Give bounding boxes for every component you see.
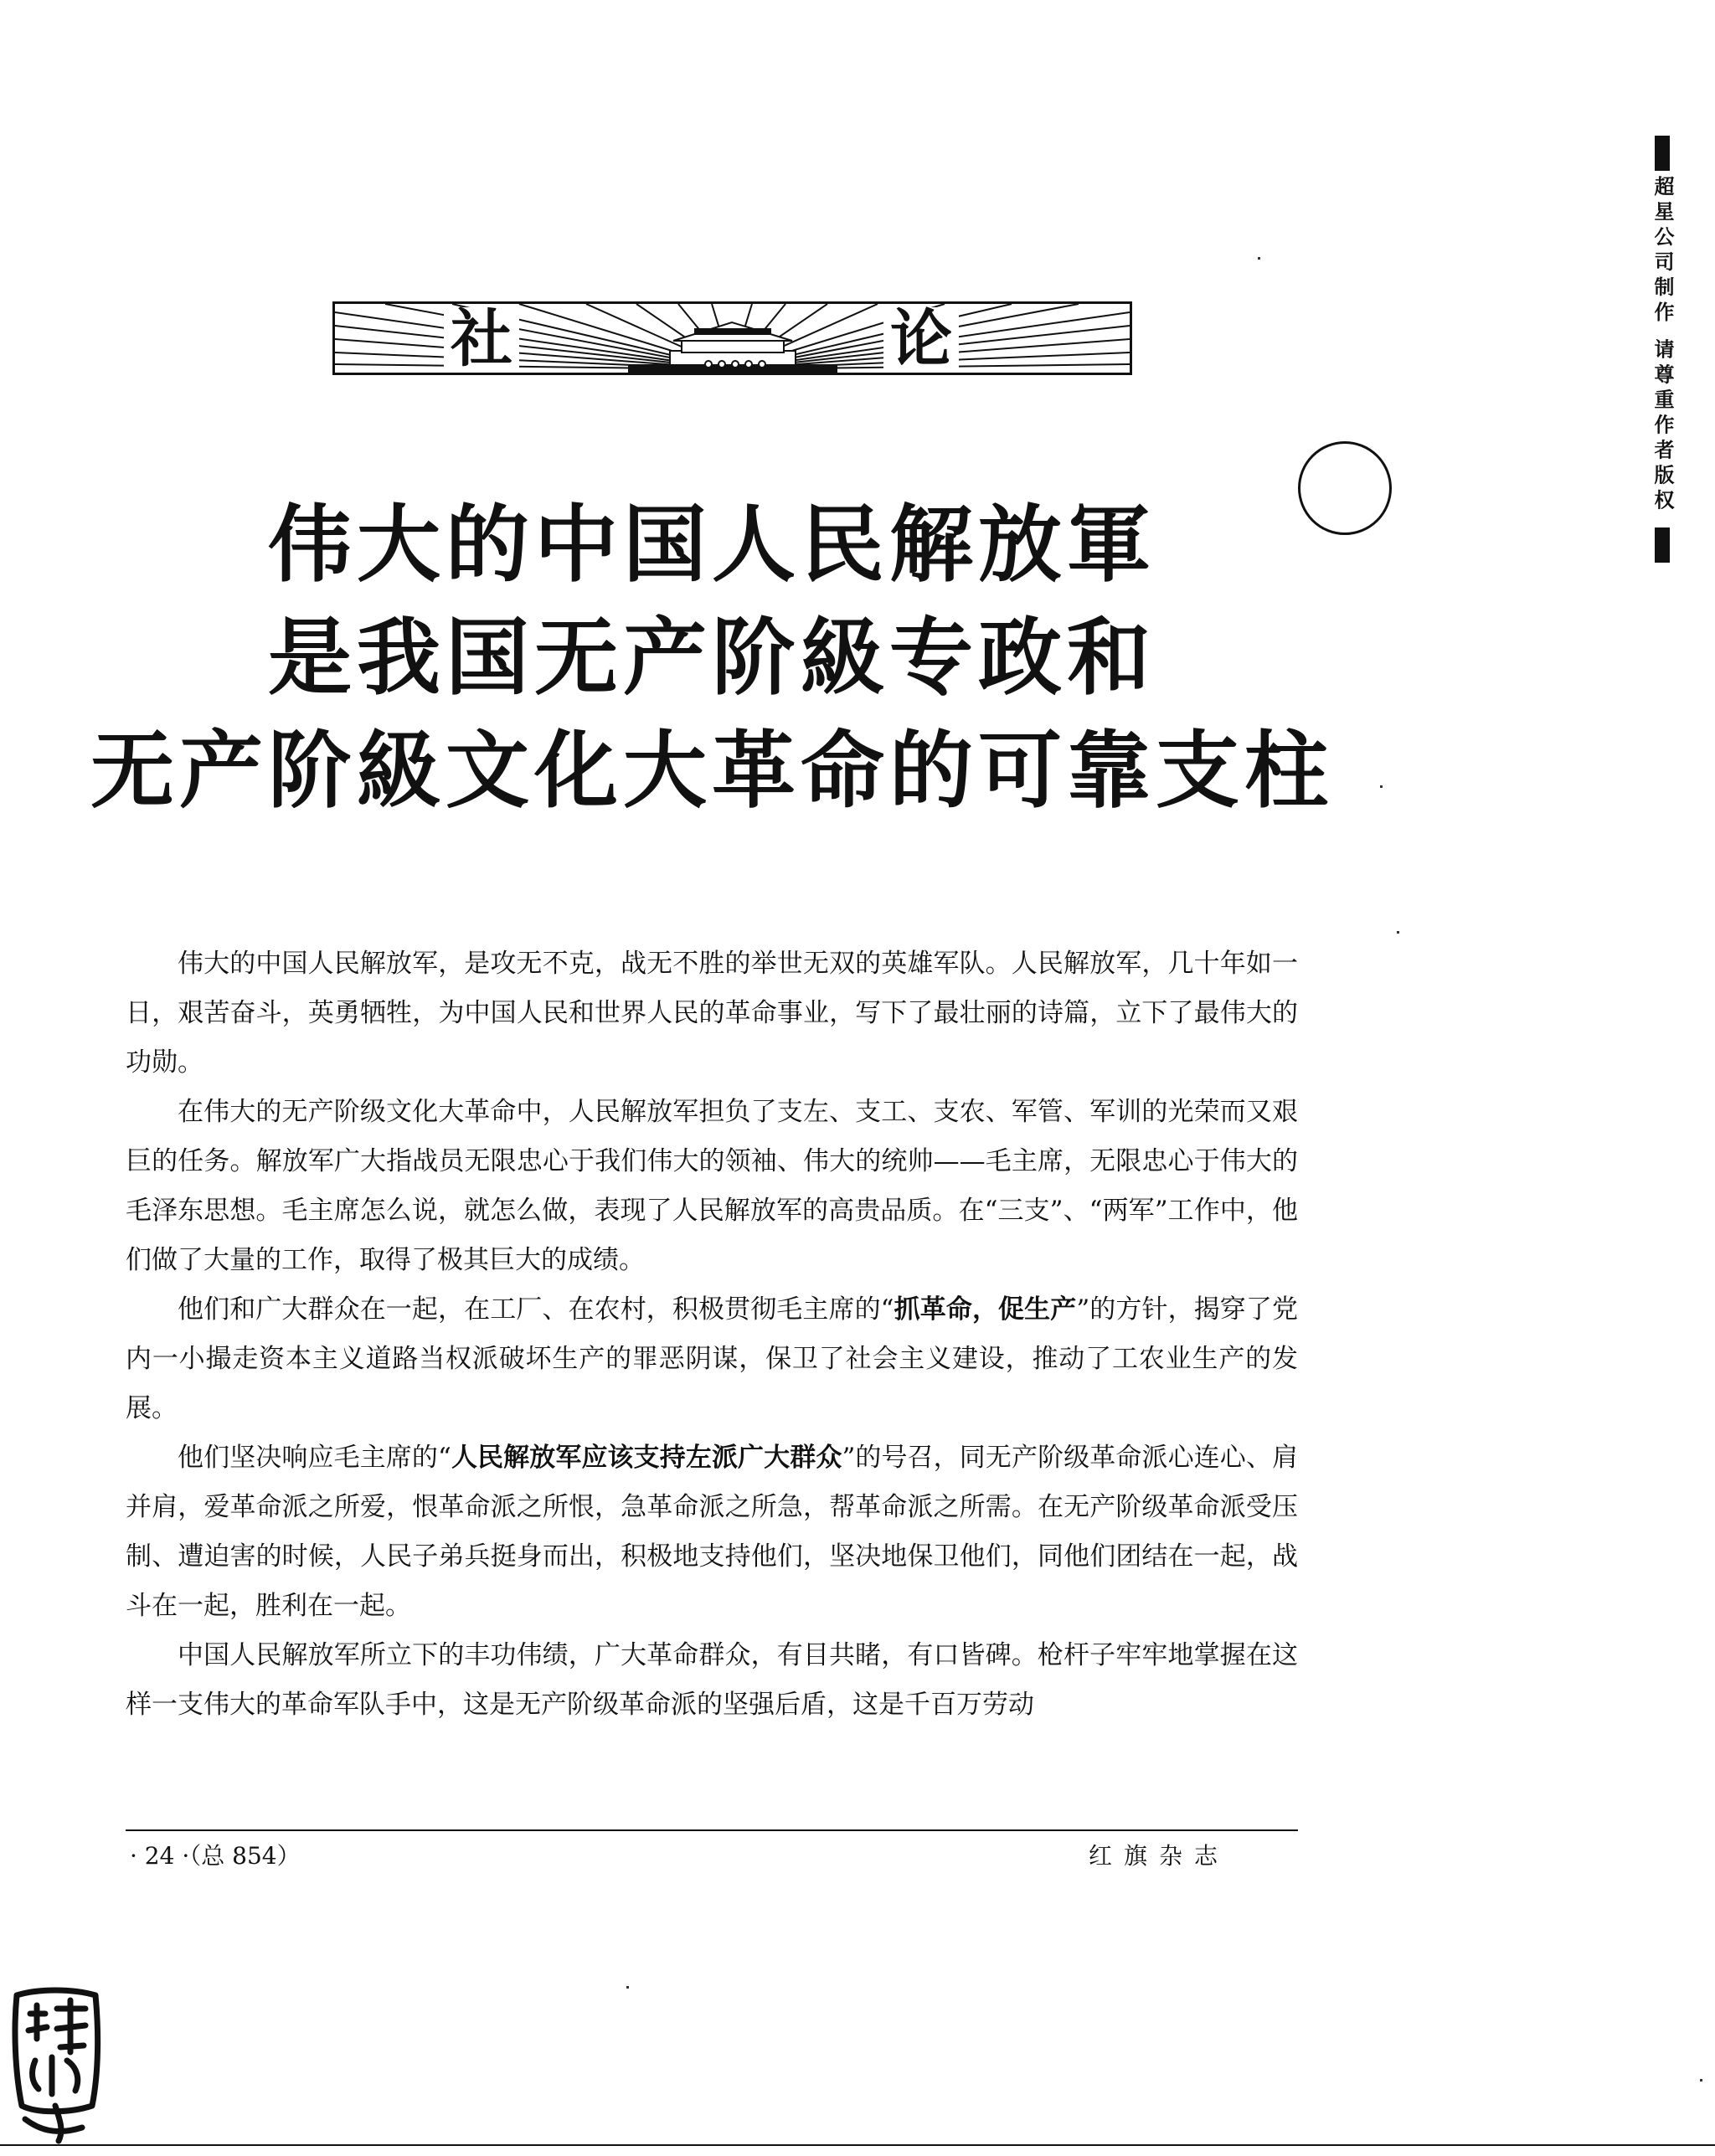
side-watermark: 超星公司制作 请尊重作者版权 (1651, 176, 1674, 515)
seal-stamp-icon (5, 1980, 107, 2144)
title-line-1: 伟大的中国人民解放軍 (268, 496, 1156, 594)
page-number: · 24 ·（总 854） (130, 1842, 301, 1870)
column-banner (332, 301, 1132, 375)
watermark-bar-top (1655, 136, 1670, 171)
journal-name: 红旗杂志 (1089, 1842, 1230, 1870)
emphasis-quote: 抓革命，促生产 (894, 1294, 1077, 1325)
paragraph-5: 中国人民解放军所立下的丰功伟绩，广大革命群众，有目共睹，有口皆碑。枪杆子牢牢地掌握在这样一支伟大的革命军队手中，这是无产阶级革命派的坚强后盾，这是千百万劳动 (126, 1640, 1298, 1720)
paragraph-4: 他们坚决响应毛主席的“人民解放军应该支持左派广大群众”的号召，同无产阶级革命派心连心、肩并肩，爱革命派之所爱，恨革命派之所恨，急革命派之所急，帮革命派之所需。在无产阶级革命派受压制、遭迫害的时候，人民子弟兵挺身而出，积极地支持他们，坚决地保卫他们，同他们团结在一起，战斗在一起，胜利在一起。 (126, 1443, 1298, 1621)
paragraph-1: 伟大的中国人民解放军，是攻无不克，战无不胜的举世无双的英雄军队。人民解放军，几十年如一日，艰苦奋斗，英勇牺牲，为中国人民和世界人民的革命事业，写下了最壮丽的诗篇，立下了最伟大的功勋。 (126, 949, 1298, 1078)
title-line-3: 无产阶級文化大革命的可靠支柱 (90, 722, 1333, 820)
banner-char-lun: 论 (883, 307, 959, 371)
bottom-rule (0, 2144, 1715, 2146)
paragraph-3: 他们和广大群众在一起，在工厂、在农村，积极贯彻毛主席的“抓革命，促生产”的方针，揭穿了党内一小撮走资本主义道路当权派破坏生产的罪恶阴谋，保卫了社会主义建设，推动了工农业生产的发展。 (126, 1294, 1298, 1423)
footer-rule (126, 1829, 1298, 1831)
watermark-bar-bottom (1655, 527, 1670, 563)
article-body (126, 939, 1298, 1730)
emphasis-quote: 人民解放军应该支持左派广大群众 (451, 1443, 842, 1473)
banner-char-she: 社 (444, 307, 519, 371)
paragraph-2: 在伟大的无产阶级文化大革命中，人民解放军担负了支左、支工、支农、军管、军训的光荣而又艰巨的任务。解放军广大指战员无限忠心于我们伟大的领袖、伟大的统帅——毛主席，无限忠心于伟大的毛泽东思想。毛主席怎么说，就怎么做，表现了人民解放军的高贵品质。在“三支”、“两军”工作中，他们做了大量的工作，取得了极其巨大的成绩。 (126, 1097, 1298, 1275)
title-line-2: 是我国无产阶級专政和 (268, 609, 1156, 707)
